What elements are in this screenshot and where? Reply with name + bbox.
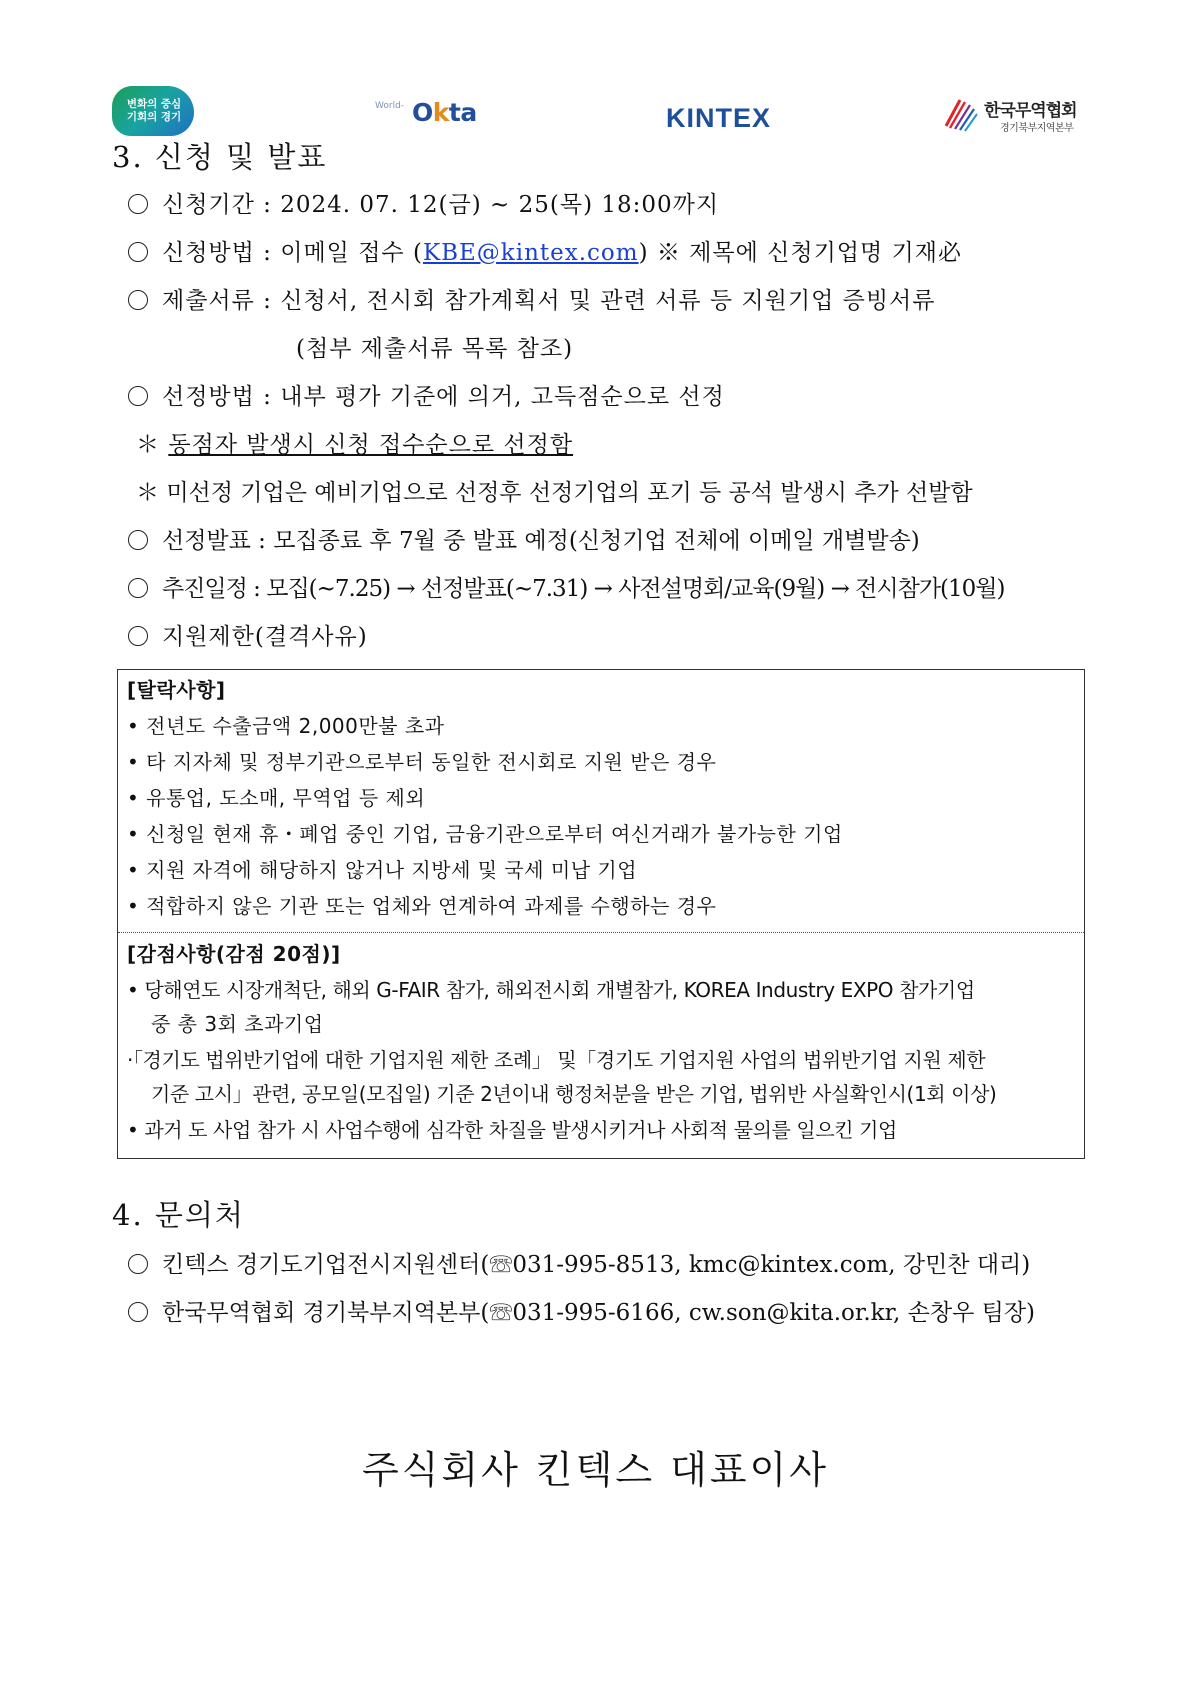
contact-kita-text: 한국무역협회 경기북부지역본부(☏031-995-6166, cw.son@kita.or.kr, 손창우 팀장) (162, 1300, 1036, 1326)
selection-method-text: 선정방법 : 내부 평가 기준에 의거, 고득점순으로 선정 (162, 384, 725, 410)
okta-wordmark (412, 98, 477, 128)
deduct-item-cont: 기준 고시」관련, 공모일(모집일) 기준 2년이내 행정처분을 받은 기업, 법위반 사실확인시(1회 이상) (151, 1082, 997, 1106)
contact-kintex (128, 1252, 1030, 1280)
box-divider (118, 932, 1084, 933)
deduct-item: • 과거 도 사업 참가 시 사업수행에 심각한 차질을 발생시키거나 사회적 물의를 일으킨 기업 (127, 1118, 897, 1142)
submission-documents-note: (첨부 제출서류 목록 참조) (296, 336, 574, 362)
deduct-title: [감점사항(감점 20점)] (127, 942, 341, 966)
disqualify-item: • 지원 자격에 해당하지 않거나 지방세 및 국세 미납 기업 (127, 858, 638, 882)
disqualify-item: • 유통업, 도소매, 무역업 등 제외 (127, 786, 426, 810)
header-logos (112, 80, 1092, 138)
contact-kita (128, 1300, 1035, 1328)
gyeonggi-slogan-line1: 변화의 중심 (126, 98, 182, 110)
disqualify-item: • 신청일 현재 휴・폐업 중인 기업, 금융기관으로부터 여신거래가 불가능한 기업 (127, 822, 843, 846)
okta-letter-o: O (412, 98, 433, 127)
support-restriction-text: 지원제한(결격사유) (162, 624, 368, 650)
circle-bullet-icon (128, 626, 148, 646)
circle-bullet-icon (128, 386, 148, 406)
kintex-logo (666, 102, 796, 134)
schedule (128, 576, 1004, 604)
reserve-note-text: 미선정 기업은 예비기업으로 선정후 선정기업의 포기 등 공석 발생시 추가 선발함 (166, 480, 973, 506)
gyeonggi-slogan-line2: 기회의 경기 (126, 111, 182, 123)
restriction-box (117, 669, 1085, 1159)
signature: 주식회사 킨텍스 대표이사 (362, 1448, 829, 1492)
circle-bullet-icon (128, 242, 148, 262)
disqualify-item: • 적합하지 않은 기관 또는 업체와 연계하여 과제를 수행하는 경우 (127, 894, 717, 918)
tie-break-note (136, 432, 573, 460)
submission-documents (128, 288, 936, 316)
deduct-item: • 당해연도 시장개척단, 해외 G-FAIR 참가, 해외전시회 개별참가, KOREA Industry EXPO 참가기업 (127, 978, 975, 1002)
selection-announcement (128, 528, 920, 556)
submission-documents-text: 제출서류 : 신청서, 전시회 참가계획서 및 관련 서류 등 지원기업 증빙서류 (162, 288, 936, 314)
application-period (128, 192, 719, 220)
okta-prefix: World- (375, 101, 405, 111)
gyeonggi-logo (112, 86, 198, 136)
application-period-text: 신청기간 : 2024. 07. 12(금) ~ 25(목) 18:00까지 (162, 192, 720, 218)
application-method-text: 신청방법 : 이메일 접수 ( (162, 240, 423, 266)
asterisk-bullet: ＊ (136, 432, 160, 458)
world-okta-logo (375, 98, 495, 132)
circle-bullet-icon (128, 194, 148, 214)
disqualify-item: • 타 지자체 및 정부기관으로부터 동일한 전시회로 지원 받은 경우 (127, 750, 717, 774)
kintex-wordmark: KINTEX (666, 103, 772, 133)
tie-break-text: 동점자 발생시 신청 접수순으로 선정함 (168, 432, 574, 458)
kita-logo (942, 94, 1092, 134)
application-email-link[interactable]: KBE@kintex.com (422, 240, 639, 266)
application-method (128, 240, 962, 268)
disqualify-item: • 전년도 수출금액 2,000만불 초과 (127, 714, 445, 738)
circle-bullet-icon (128, 530, 148, 550)
application-method-note: ) ※ 제목에 신청기업명 기재必 (638, 240, 962, 266)
circle-bullet-icon (128, 578, 148, 598)
okta-letter-k: k (432, 98, 449, 127)
deduct-item: ·「경기도 법위반기업에 대한 기업지원 제한 조례」 및「경기도 기업지원 사업의 법위반기업 지원 제한 (127, 1048, 986, 1072)
deduct-item-cont: 중 총 3회 초과기업 (151, 1012, 324, 1036)
circle-bullet-icon (128, 1302, 148, 1322)
kita-branch: 경기북부지역본부 (1000, 123, 1074, 134)
kita-name: 한국무역협회 (984, 101, 1077, 121)
contact-kintex-text: 킨텍스 경기도기업전시지원센터(☏031-995-8513, kmc@kintex.com, 강민찬 대리) (162, 1252, 1031, 1278)
okta-letters-ta: ta (448, 98, 477, 127)
circle-bullet-icon (128, 1254, 148, 1274)
support-restriction (128, 624, 368, 652)
asterisk-bullet: ＊ (136, 480, 159, 506)
disqualify-title: [탈락사항] (127, 678, 226, 702)
selection-announcement-text: 선정발표 : 모집종료 후 7월 중 발표 예정(신청기업 전체에 이메일 개별발송) (162, 528, 920, 554)
section-4-heading: 4. 문의처 (112, 1198, 245, 1232)
reserve-note (136, 480, 973, 508)
circle-bullet-icon (128, 290, 148, 310)
kita-mark-icon (942, 96, 978, 132)
selection-method (128, 384, 725, 412)
schedule-text: 추진일정 : 모집(~7.25) → 선정발표(~7.31) → 사전설명회/교육(9월) → 전시참가(10월) (162, 576, 1005, 602)
section-3-heading: 3. 신청 및 발표 (112, 140, 328, 174)
